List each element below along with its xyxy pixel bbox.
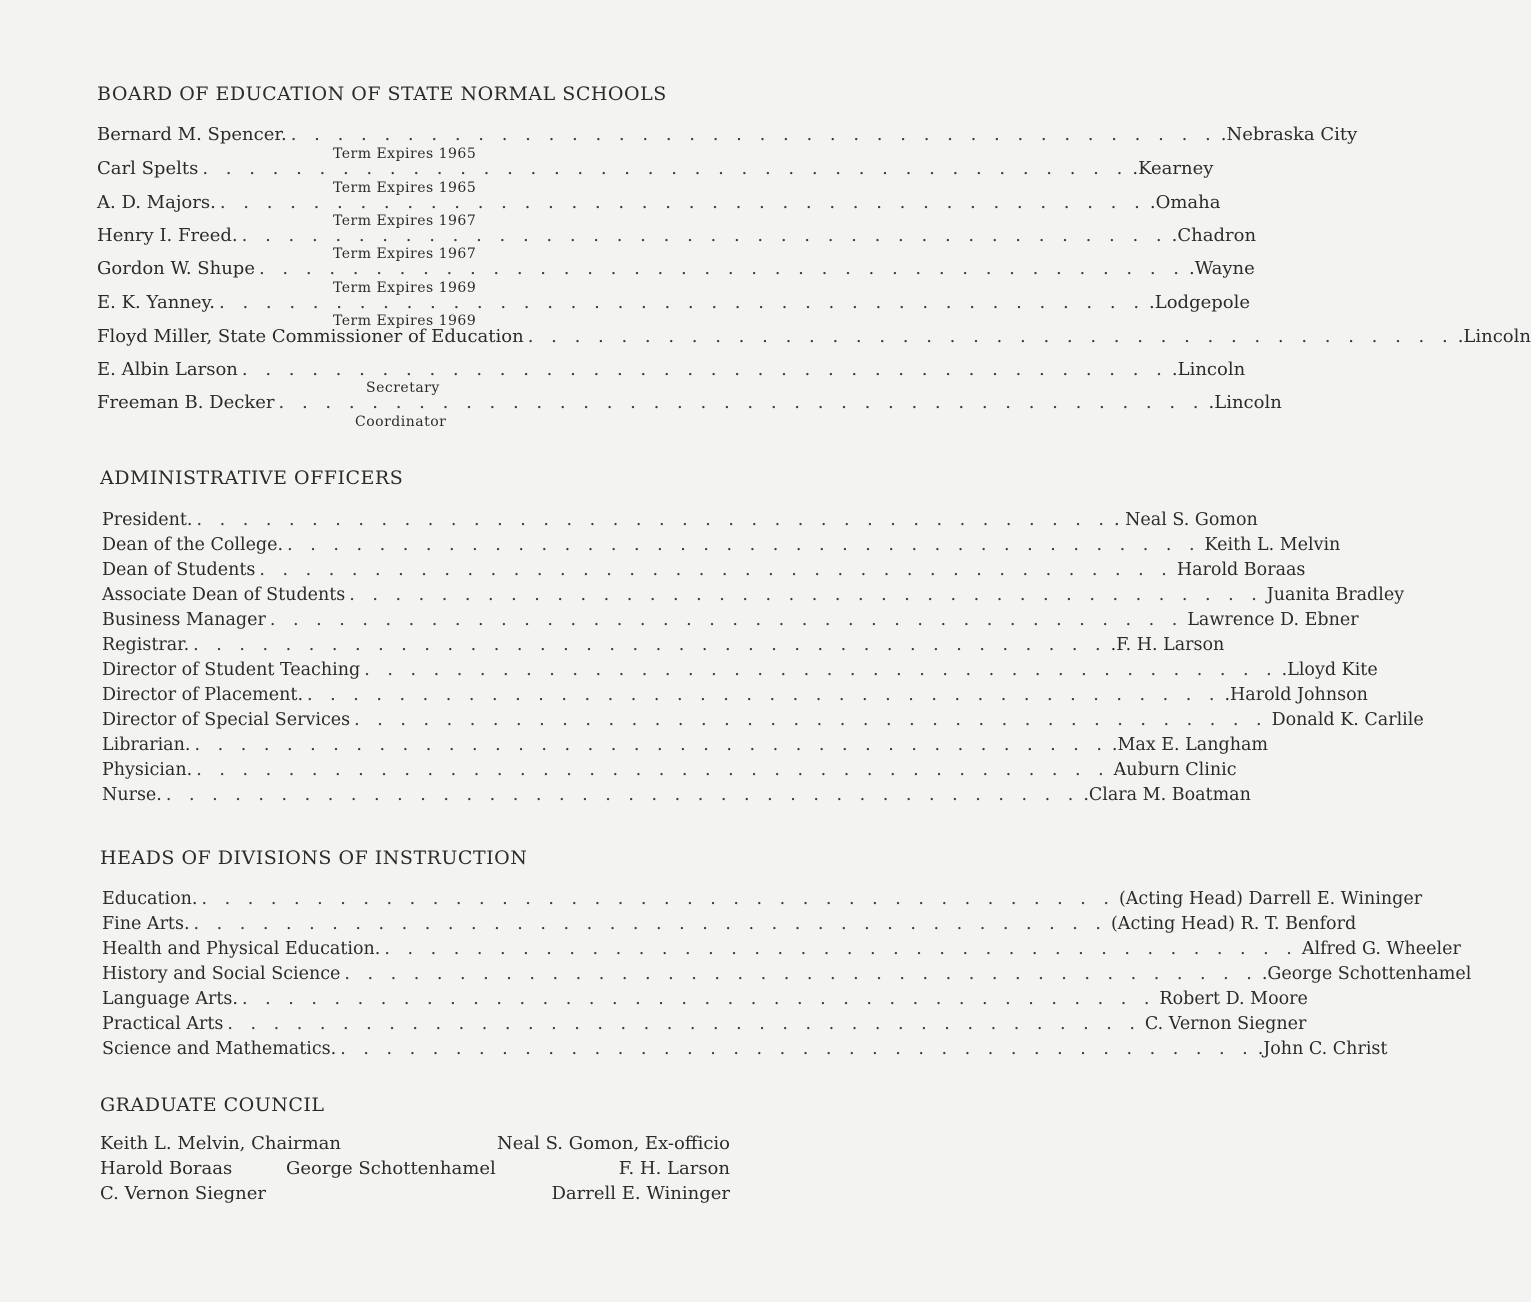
council-member: Harold Boraas: [100, 1158, 233, 1179]
dot-leader: . . . . . . . . . . . . . . . . . . . . . . . . . . . . . . . . . . . . . . . .: [193, 914, 1107, 934]
council-member: Keith L. Melvin, Chairman: [100, 1133, 341, 1154]
board-member-row: [97, 225, 1257, 246]
officer-role: Dean of the College.: [102, 535, 284, 555]
dot-leader: . . . . . . . . . . . . . . . . . . . . . . . . . . . . . . . . . . . . . . . .: [527, 326, 1454, 347]
board-member-place: .Wayne: [1189, 258, 1255, 279]
dot-leader: . . . . . . . . . . . . . . . . . . . . . . . . . . . . . . . . . . . . . . . .: [259, 560, 1173, 580]
officer-role: Librarian.: [102, 735, 191, 755]
division-row: [102, 939, 1461, 959]
division-head: .George Schottenhamel: [1261, 964, 1472, 984]
board-member-row: [97, 292, 1251, 313]
board-member-place: .Lodgepole: [1149, 292, 1251, 313]
division-name: Science and Mathematics.: [102, 1039, 337, 1059]
division-head: (Acting Head) Darrell E. Wininger: [1118, 889, 1423, 909]
board-member-row: [97, 258, 1255, 279]
board-member-place: .Lincoln: [1171, 359, 1246, 380]
division-row: [102, 914, 1357, 934]
dot-leader: . . . . . . . . . . . . . . . . . . . . . . . . . . . . . . . . . . . . . . . .: [307, 685, 1221, 705]
officer-role: Director of Special Services: [102, 710, 351, 730]
dot-leader: . . . . . . . . . . . . . . . . . . . . . . . . . . . . . . . . . . . . . . . .: [196, 510, 1110, 530]
officer-role: Dean of Students: [102, 560, 256, 580]
board-member-place: .Omaha: [1149, 192, 1221, 213]
officer-row: [102, 510, 1258, 530]
division-head: Alfred G. Wheeler: [1301, 939, 1461, 959]
division-name: Practical Arts: [102, 1014, 224, 1034]
division-name: Education.: [102, 889, 198, 909]
officer-row: [102, 735, 1268, 755]
dot-leader: . . . . . . . . . . . . . . . . . . . . . . . . . . . . . . . . . . . . . . . .: [201, 889, 1115, 909]
board-member-place: .Nebraska City: [1220, 124, 1358, 145]
divisions-title: HEADS OF DIVISIONS OF INSTRUCTION: [100, 847, 528, 869]
officer-role: Physician.: [102, 760, 193, 780]
division-name: Health and Physical Education.: [102, 939, 381, 959]
board-member-term: Term Expires 1965: [333, 180, 477, 196]
board-member-name: Gordon W. Shupe: [97, 258, 255, 279]
dot-leader: . . . . . . . . . . . . . . . . . . . . . . . . . . . . . . . . . . . . . . . .: [278, 392, 1205, 413]
board-member-row: [97, 359, 1246, 380]
dot-leader: . . . . . . . . . . . . . . . . . . . . . . . . . . . . . . . . . . . . . . . .: [384, 939, 1298, 959]
officer-role: Nurse.: [102, 785, 162, 805]
officer-name: Juanita Bradley: [1266, 585, 1405, 605]
officer-row: [102, 710, 1424, 730]
dot-leader: . . . . . . . . . . . . . . . . . . . . . . . . . . . . . . . . . . . . . . . .: [364, 660, 1278, 680]
officers-title: ADMINISTRATIVE OFFICERS: [100, 467, 404, 489]
board-member-place: .Lincoln: [1208, 392, 1282, 413]
board-member-name: A. D. Majors.: [97, 192, 216, 213]
dot-leader: . . . . . . . . . . . . . . . . . . . . . . . . . . . . . . . . . . . . . . . .: [344, 964, 1258, 984]
board-member-row: [97, 192, 1221, 213]
division-name: Language Arts.: [102, 989, 238, 1009]
division-row: [102, 989, 1308, 1009]
officer-role: Director of Placement.: [102, 685, 304, 705]
dot-leader: . . . . . . . . . . . . . . . . . . . . . . . . . . . . . . . . . . . . . . . .: [290, 124, 1217, 145]
officer-name: Lawrence D. Ebner: [1187, 610, 1359, 630]
officer-role: Associate Dean of Students: [102, 585, 346, 605]
board-member-row: [97, 158, 1214, 179]
board-member-term: Term Expires 1969: [333, 280, 477, 296]
officer-name: Keith L. Melvin: [1204, 535, 1341, 555]
officer-row: [102, 785, 1251, 805]
board-member-name: Freeman B. Decker: [97, 392, 275, 413]
board-member-term: Term Expires 1969: [333, 313, 477, 329]
officer-name: .Lloyd Kite: [1281, 660, 1378, 680]
council-member: George Schottenhamel: [286, 1158, 496, 1179]
division-row: [102, 889, 1423, 909]
division-row: [102, 1039, 1388, 1059]
dot-leader: . . . . . . . . . . . . . . . . . . . . . . . . . . . . . . . . . . . . . . . .: [165, 785, 1080, 805]
officer-name: . Neal S. Gomon: [1113, 510, 1258, 530]
board-member-term: Term Expires 1967: [333, 246, 477, 262]
board-member-name: Carl Spelts: [97, 158, 199, 179]
dot-leader: . . . . . . . . . . . . . . . . . . . . . . . . . . . . . . . . . . . . . . . .: [202, 158, 1129, 179]
dot-leader: . . . . . . . . . . . . . . . . . . . . . . . . . . . . . . . . . . . . . . . .: [287, 535, 1201, 555]
officer-name: .F. H. Larson: [1110, 635, 1225, 655]
dot-leader: . . . . . . . . . . . . . . . . . . . . . . . . . . . . . . . . . . . . . . . .: [219, 292, 1146, 313]
dot-leader: . . . . . . . . . . . . . . . . . . . . . . . . . . . . . . . . . . . . . . . .: [227, 1014, 1141, 1034]
board-member-name: E. K. Yanney.: [97, 292, 216, 313]
officer-name: .Harold Johnson: [1224, 685, 1368, 705]
board-member-row: [97, 392, 1282, 413]
division-row: [102, 1014, 1307, 1034]
board-member-place: .Chadron: [1171, 225, 1257, 246]
officer-row: [102, 660, 1378, 680]
officer-role: Director of Student Teaching: [102, 660, 361, 680]
board-member-title: Secretary: [366, 380, 440, 396]
officer-role: President.: [102, 510, 193, 530]
dot-leader: . . . . . . . . . . . . . . . . . . . . . . . . . . . . . . . . . . . . . . . .: [241, 225, 1168, 246]
division-row: [102, 964, 1472, 984]
officer-name: .Max E. Langham: [1111, 735, 1268, 755]
dot-leader: . . . . . . . . . . . . . . . . . . . . . . . . . . . . . . . . . . . . . . . .: [196, 760, 1110, 780]
board-member-name: Henry I. Freed.: [97, 225, 238, 246]
dot-leader: . . . . . . . . . . . . . . . . . . . . . . . . . . . . . . . . . . . . . . . .: [241, 359, 1168, 380]
division-head: C. Vernon Siegner: [1144, 1014, 1307, 1034]
officer-row: [102, 560, 1306, 580]
board-member-row: [97, 326, 1531, 347]
officer-row: [102, 535, 1341, 555]
dot-leader: . . . . . . . . . . . . . . . . . . . . . . . . . . . . . . . . . . . . . . . .: [219, 192, 1146, 213]
council-member: Darrell E. Wininger: [551, 1183, 730, 1204]
board-member-name: E. Albin Larson: [97, 359, 238, 380]
board-member-place: .Kearney: [1132, 158, 1214, 179]
council-title: GRADUATE COUNCIL: [100, 1094, 325, 1116]
dot-leader: . . . . . . . . . . . . . . . . . . . . . . . . . . . . . . . . . . . . . . . .: [269, 610, 1184, 630]
officer-name: Auburn Clinic: [1113, 760, 1237, 780]
board-title: BOARD OF EDUCATION OF STATE NORMAL SCHOOLS: [97, 83, 667, 105]
officer-role: Business Manager: [102, 610, 266, 630]
board-member-name: Bernard M. Spencer.: [97, 124, 287, 145]
dot-leader: . . . . . . . . . . . . . . . . . . . . . . . . . . . . . . . . . . . . . . . .: [340, 1039, 1254, 1059]
division-head: Robert D. Moore: [1159, 989, 1308, 1009]
officer-role: Registrar.: [102, 635, 190, 655]
board-member-term: Term Expires 1965: [333, 146, 477, 162]
board-member-place: .Lincoln: [1457, 326, 1531, 347]
board-member-row: [97, 124, 1358, 145]
division-name: History and Social Science: [102, 964, 341, 984]
dot-leader: . . . . . . . . . . . . . . . . . . . . . . . . . . . . . . . . . . . . . . . .: [241, 989, 1156, 1009]
dot-leader: . . . . . . . . . . . . . . . . . . . . . . . . . . . . . . . . . . . . . . . .: [258, 258, 1185, 279]
board-member-name: Floyd Miller, State Commissioner of Education: [97, 326, 524, 347]
officer-row: [102, 610, 1359, 630]
council-member: Neal S. Gomon, Ex-officio: [496, 1133, 730, 1154]
dot-leader: . . . . . . . . . . . . . . . . . . . . . . . . . . . . . . . . . . . . . . . .: [354, 710, 1268, 730]
board-member-title: Coordinator: [355, 414, 447, 430]
dot-leader: . . . . . . . . . . . . . . . . . . . . . . . . . . . . . . . . . . . . . . . .: [349, 585, 1263, 605]
officer-row: [102, 685, 1368, 705]
officer-row: [102, 585, 1405, 605]
officer-name: Harold Boraas: [1176, 560, 1306, 580]
officer-name: Donald K. Carlile: [1271, 710, 1424, 730]
division-name: Fine Arts.: [102, 914, 190, 934]
council-member: C. Vernon Siegner: [100, 1183, 267, 1204]
division-head: (Acting Head) R. T. Benford: [1110, 914, 1357, 934]
officer-row: [102, 635, 1225, 655]
board-member-term: Term Expires 1967: [333, 213, 477, 229]
council-member: F. H. Larson: [618, 1158, 730, 1179]
officer-row: [102, 760, 1237, 780]
officer-name: .Clara M. Boatman: [1083, 785, 1251, 805]
dot-leader: . . . . . . . . . . . . . . . . . . . . . . . . . . . . . . . . . . . . . . . .: [193, 635, 1107, 655]
dot-leader: . . . . . . . . . . . . . . . . . . . . . . . . . . . . . . . . . . . . . . . .: [194, 735, 1108, 755]
division-head: .John C. Christ: [1257, 1039, 1388, 1059]
